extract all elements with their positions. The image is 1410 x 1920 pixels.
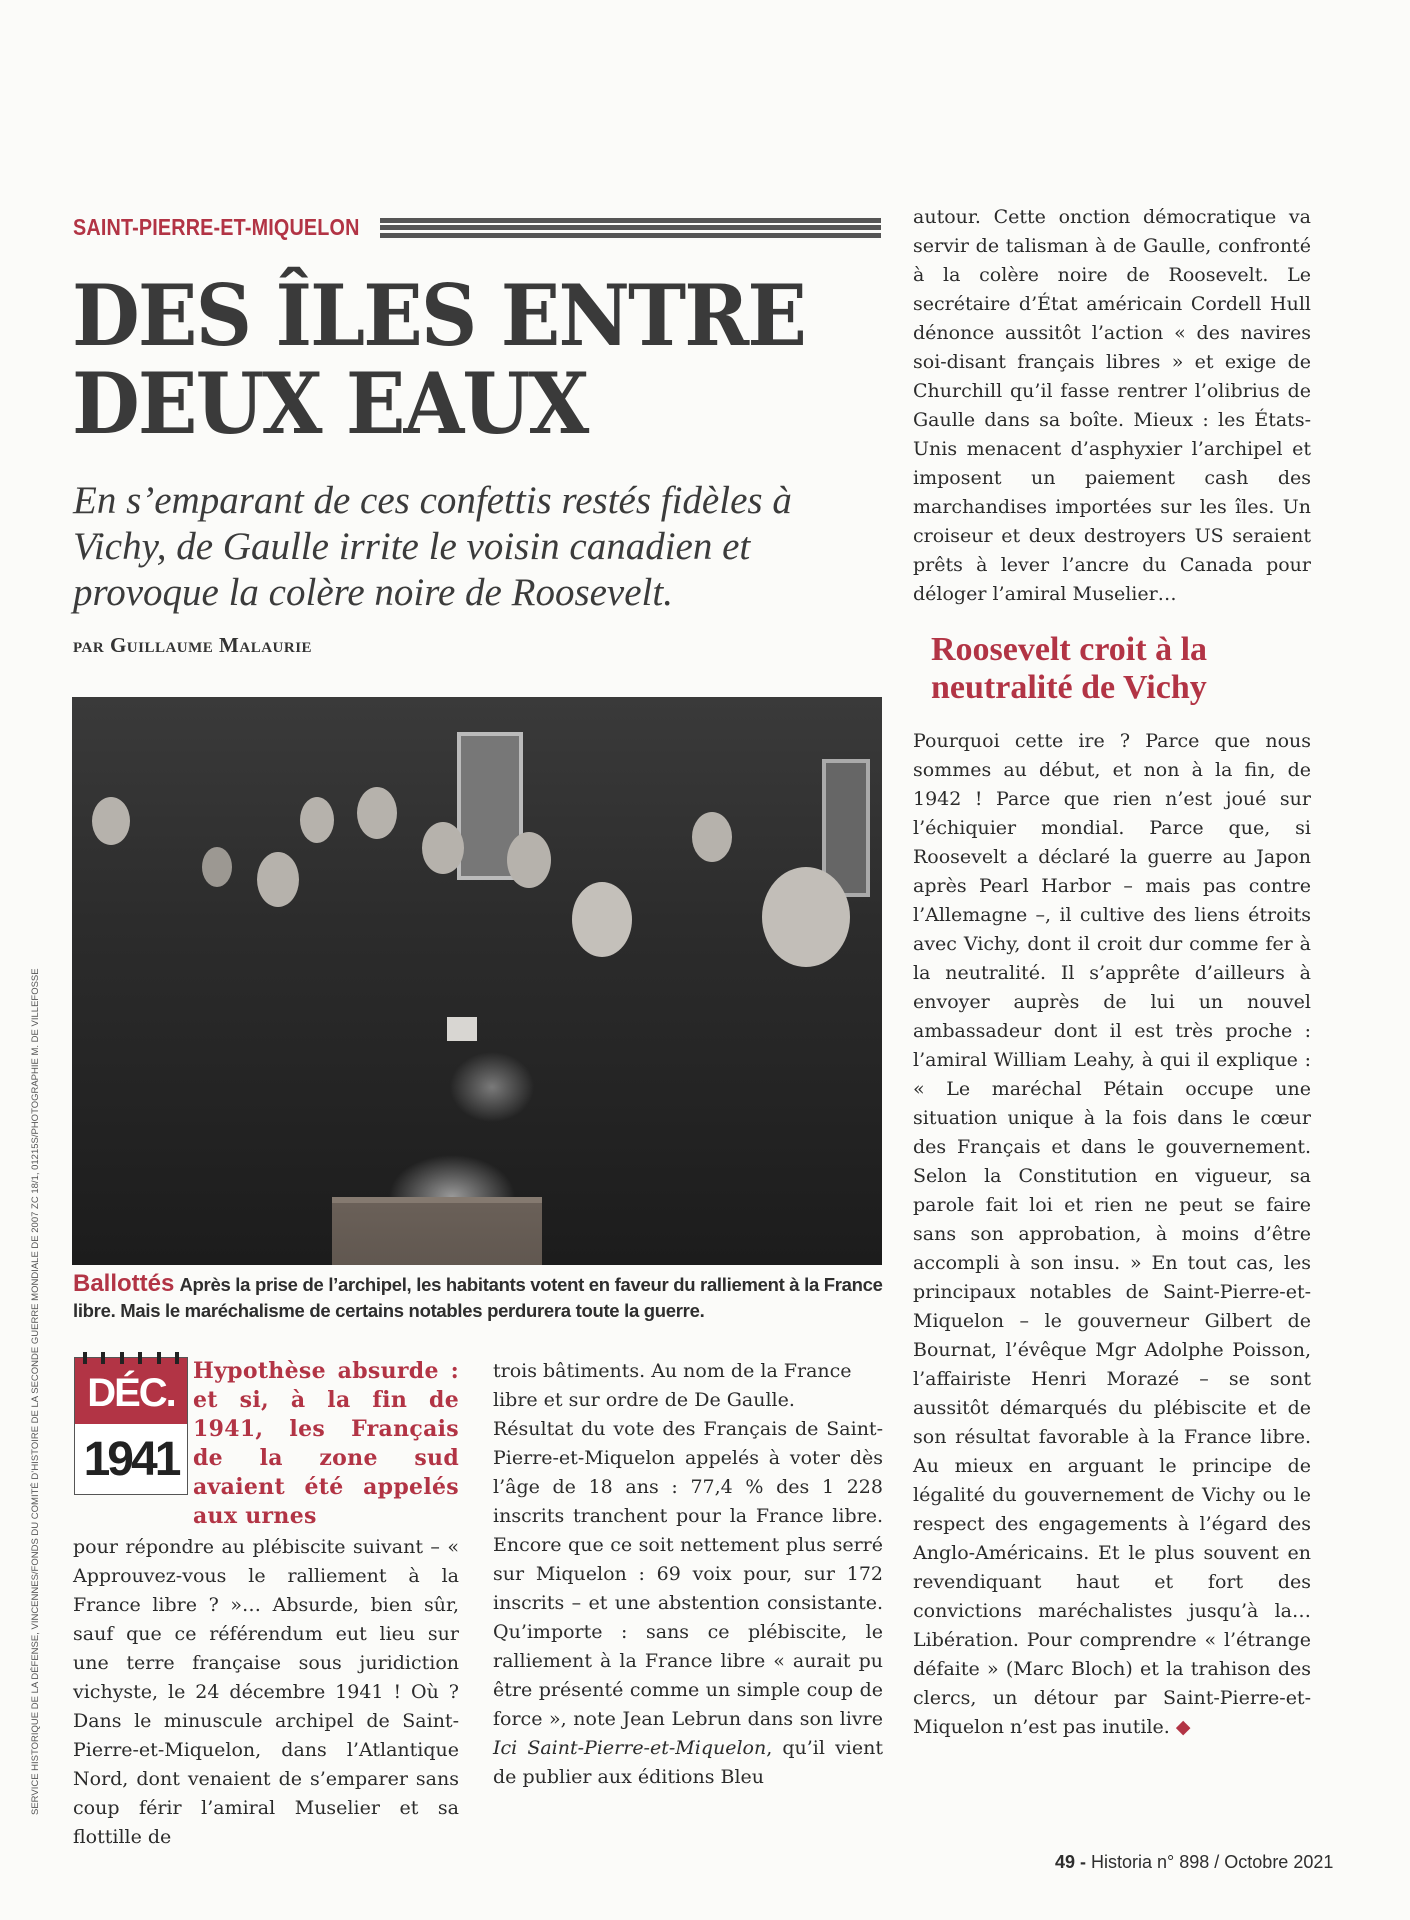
body-paragraph xyxy=(913,727,1311,1742)
article-title xyxy=(72,266,835,453)
person-head xyxy=(507,832,551,888)
title-line-1: DES ÎLES ENTRE xyxy=(72,266,806,365)
page-number: 49 xyxy=(1055,1852,1076,1872)
body-paragraph: pour répondre au plébiscite suivant – « Approuvez-vous le ralliement à la France libre ? »… Absurde, bien sûr, sauf que ce référendum eut lieu sur une terre française sous juridiction vichyste, le 24 décembre 1941 ! Où ? Dans le minuscule archipel de Saint-Pierre-et-Miquelon, dans l’Atlantique Nord, dont venaient de s’emparer sans coup férir l’amiral Muselier et sa flottille de xyxy=(73,1536,459,1848)
body-text: Résultat du vote des Français de Saint-Pierre-et-Miquelon appelés à voter dès l’âge de 18 ans : 77,4 % des 1 228 inscrits tranchent pour la France libre. Encore que ce soit nettement plus serré sur Miquelon : 69 voix pour, sur 172 inscrits – et une abstention consistante. Qu’importe : sans ce plébiscite, le ralliement à la France libre « aurait pu être présenté comme un simple coup de force », note Jean Lebrun dans son livre xyxy=(493,1418,883,1730)
calendar-month: DÉC. xyxy=(75,1358,187,1424)
article-column-2 xyxy=(493,1357,883,1792)
ballot-paper xyxy=(447,1017,477,1041)
body-paragraph: autour. Cette onction démocratique va servir de talisman à de Gaulle, confronté à la colère noire de Roosevelt. Le secrétaire d’État américain Cordell Hull dénonce aussitôt l’action « des navires soi-disant français libres » et exige de Churchill qu’il fasse rentrer l’olibrius de Gaulle dans sa boîte. Mieux : les États-Unis menacent d’asphyxier l’archipel et imposent un paiement cash des marchandises importées sur les îles. Un croiseur et deux destroyers US seraient prêts à lever l’ancre du Canada pour déloger l’amiral Muselier… xyxy=(913,206,1311,605)
person-head xyxy=(422,822,464,874)
calendar-year: 1941 xyxy=(83,1433,179,1486)
publication-issue: Historia n° 898 / Octobre 2021 xyxy=(1091,1852,1334,1872)
ballot-box xyxy=(332,1197,542,1265)
page-folio xyxy=(1055,1852,1333,1873)
caption-text: Après la prise de l’archipel, les habitants votent en faveur du ralliement à la France libre. Mais le maréchalisme de certains notables perdurera toute la guerre. xyxy=(73,1274,883,1321)
body-paragraph: trois bâtiments. Au nom de la France libre et sur ordre de De Gaulle. xyxy=(493,1360,852,1411)
person-head xyxy=(357,787,397,839)
person-head xyxy=(692,812,732,862)
standfirst: En s’emparant de ces confettis restés fidèles à Vichy, de Gaulle irrite le voisin canadien et provoque la colère noire de Roosevelt. xyxy=(73,479,792,614)
photo-caption xyxy=(73,1271,883,1324)
person-head xyxy=(257,852,299,907)
person-head xyxy=(202,847,232,887)
kicker-label: SAINT-PIERRE-ET-MIQUELON xyxy=(73,214,360,240)
person-head xyxy=(300,797,334,843)
folio-separator: - xyxy=(1075,1852,1092,1872)
end-diamond-icon: ◆ xyxy=(1175,1716,1191,1738)
book-title: Ici Saint-Pierre-et-Miquelon xyxy=(493,1737,767,1759)
archive-photo xyxy=(72,697,882,1265)
section-kicker xyxy=(73,214,881,241)
person-head xyxy=(92,797,130,845)
person-head xyxy=(572,882,632,957)
title-line-2: DEUX EAUX xyxy=(72,354,588,453)
article-column-1 xyxy=(73,1357,459,1852)
person-head xyxy=(762,867,850,967)
byline: par Guillaume Malaurie xyxy=(73,633,313,657)
intro-lead: Hypothèse absurde : et si, à la fin de 1941, les Français de la zone sud avaient été appelés aux urnes xyxy=(193,1358,459,1529)
kicker-rules-divider xyxy=(380,218,881,238)
article-column-3 xyxy=(913,203,1311,1742)
photo-credit-text: SERVICE HISTORIQUE DE LA DÉFENSE, VINCENNES/FONDS DU COMITÉ D’HISTOIRE DE LA SECONDE GUERRE MONDIALE DE 2007 ZC 18/1, 01215S/PHOTOGRAPHIE M. DE VILLEFOSSE xyxy=(30,968,41,1815)
photo-credit xyxy=(30,968,56,1815)
caption-lead: Ballottés xyxy=(73,1270,175,1297)
body-text: , qu’il vient de publier aux éditions Bleu xyxy=(493,1737,884,1788)
body-paragraph xyxy=(493,1415,883,1792)
body-text: Pourquoi cette ire ? Parce que nous sommes au début, et non à la fin, de 1942 ! Parce que rien n’est joué sur l’échiquier mondial. Parce que, si Roosevelt a déclaré la guerre au Japon après Pearl Harbor – mais pas contre l’Allemagne –, il cultive des liens étroits avec Vichy, dont il croit dur comme fer à la neutralité. Il s’apprête d’ailleurs à envoyer auprès de lui un nouvel ambassadeur dont il est très proche : l’amiral William Leahy, à qui il explique : « Le maréchal Pétain occupe une situation unique à la fois dans le cœur des Français et dans le gouvernement. Selon la Constitution en vigueur, sa parole fait loi et rien ne peut se faire sans son approbation, à moins d’être accompli à son insu. » En tout cas, les principaux notables de Saint-Pierre-et-Miquelon – le gouverneur Gilbert de Bournat, l’évêque Mgr Adolphe Poisson, l’affairiste Henri Morazé – se sont aussitôt démarqués du plébiscite et de son résultat favorable à la France libre. Au mieux en arguant le principe de légalité du gouvernement de Vichy ou le respect des engagements à l’égard des Anglo-Américains. Et le plus souvent en revendiquant haut et fort des convictions maréchalistes jusqu’à la… Libération. Pour comprendre « l’étrange défaite » (Marc Bloch) et la trahison des clercs, un détour par Saint-Pierre-et-Miquelon n’est pas inutile. xyxy=(913,730,1311,1738)
section-subhead: Roosevelt croit à la neutralité de Vichy xyxy=(931,631,1208,706)
